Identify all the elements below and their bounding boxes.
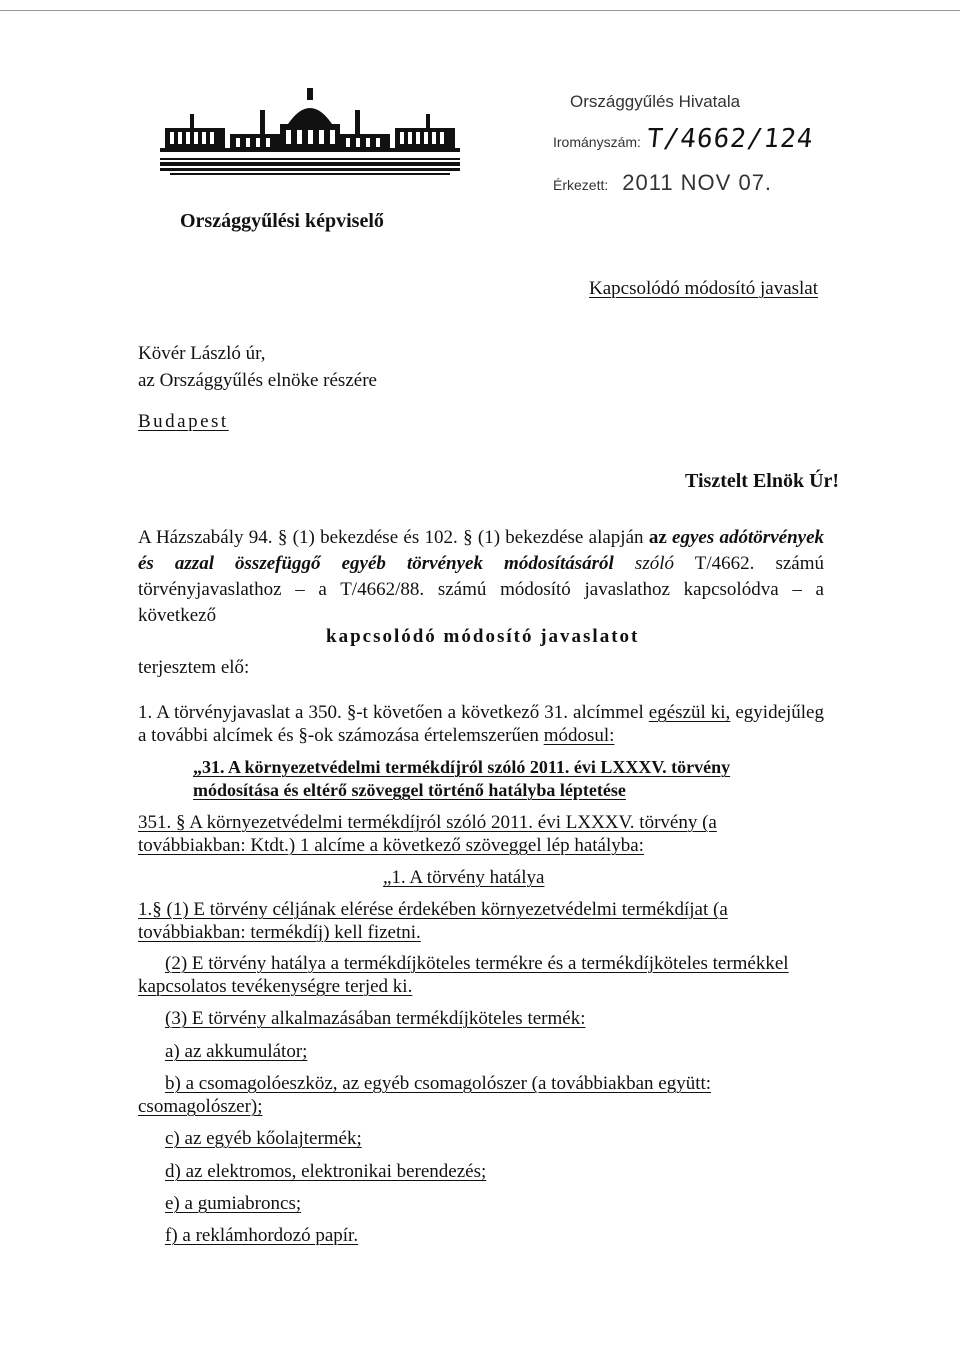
intro-text-4: szóló	[634, 553, 674, 574]
paragraph-1-line-1: 1.§ (1) E törvény céljának elérése érdekében környezetvédelmi termékdíjat (a	[138, 899, 728, 920]
parliament-logo-icon	[160, 88, 460, 188]
section-351-line-1: 351. § A környezetvédelmi termékdíjról szóló 2011. évi LXXXV. törvény (a	[138, 812, 717, 833]
list-item-f: f) a reklámhordozó papír.	[165, 1225, 359, 1246]
list-item-e: e) a gumiabroncs;	[165, 1193, 302, 1214]
addressee-city: Budapest	[138, 411, 229, 432]
intro-text-1: A Házszabály 94. § (1) bekezdése és 102. § (1) bekezdése alapján	[138, 527, 644, 548]
item-1-text-2: egészül ki,	[648, 702, 731, 723]
item-1-paragraph	[138, 701, 824, 747]
addressee-role: az Országgyűlés elnöke részére	[138, 370, 377, 391]
subtitle-line-1: „31. A környezetvédelmi termékdíjról szóló 2011. évi LXXXV. törvény	[193, 757, 731, 777]
intro-paragraph	[138, 525, 824, 629]
received-date: 2011 NOV 07.	[622, 170, 773, 195]
section-351-line-2: továbbiakban: Ktdt.) 1 alcíme a következő szöveggel lép hatályba:	[138, 835, 644, 856]
addressee-name: Kövér László úr,	[138, 343, 266, 364]
list-item-b-line-1: b) a csomagolóeszköz, az egyéb csomagolószer (a továbbiakban együtt:	[165, 1073, 712, 1094]
salutation: Tisztelt Elnök Úr!	[685, 470, 840, 492]
registration-label: Irományszám:	[553, 134, 641, 150]
list-item-a: a) az akkumulátor;	[165, 1041, 308, 1062]
item-1-text-1: 1. A törvényjavaslat a 350. §-t követően a következő 31. alcímmel	[138, 702, 644, 723]
intro-bill-title: egyes adótörvények és azzal összefüggő egyéb törvények módosításáról	[138, 527, 825, 574]
document-type: Kapcsolódó módosító javaslat	[589, 278, 819, 299]
submit-text: terjesztem elő:	[138, 657, 250, 678]
paragraph-2-line-1: (2) E törvény hatálya a termékdíjköteles termékre és a termékdíjköteles termékkel	[165, 953, 789, 974]
scope-heading: „1. A törvény hatálya	[383, 867, 545, 888]
list-item-b-line-2: csomagolószer);	[138, 1096, 263, 1117]
list-item-c: c) az egyéb kőolajtermék;	[165, 1128, 362, 1149]
center-heading: kapcsolódó módosító javaslatot	[326, 626, 640, 647]
list-item-d: d) az elektromos, elektronikai berendezés;	[165, 1161, 487, 1182]
intro-text-2: az	[648, 527, 667, 548]
received-label: Érkezett:	[553, 177, 609, 193]
paragraph-3: (3) E törvény alkalmazásában termékdíjköteles termék:	[165, 1008, 586, 1029]
intro-text-5: T/4662. számú törvényjavaslathoz – a T/4662/88. számú módosító javaslathoz kapcsolódva – a következő	[138, 553, 824, 626]
subtitle-line-2: módosítása és eltérő szöveggel történő hatályba léptetése	[193, 780, 626, 800]
paragraph-2-line-2: kapcsolatos tevékenységre terjed ki.	[138, 976, 413, 997]
item-1-text-3: egyidejűleg a további alcímek és §-ok számozása értelemszerűen	[138, 702, 824, 746]
registration-number: T/4662/124	[645, 124, 816, 154]
item-1-text-4: módosul:	[543, 725, 615, 746]
office-stamp: Országgyűlés Hivatala	[570, 92, 741, 111]
received-line	[553, 170, 772, 196]
sender-title: Országgyűlési képviselő	[180, 210, 384, 232]
page-top-rule	[0, 0, 960, 11]
registration-line	[553, 124, 816, 158]
paragraph-1-line-2: továbbiakban: termékdíj) kell fizetni.	[138, 922, 421, 943]
